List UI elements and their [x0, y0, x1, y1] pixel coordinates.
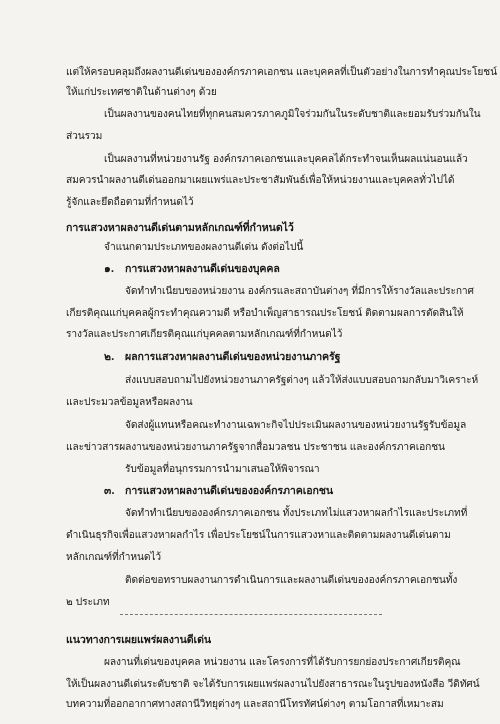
item-2-line-1: ส่งแบบสอบถามไปยังหน่วยงานภาครัฐต่างๆ แล้วให้ส่งแบบสอบถามกลับมาวิเคราะห์ — [125, 375, 479, 386]
item-2-title: ผลการแสวงหาผลงานดีเด่นของหน่วยงานภาครัฐ — [125, 351, 341, 363]
publicize-line-1: ผลงานที่เด่นของบุคคล หน่วยงาน และโครงการที่ได้รับการยกย่องประกาศเกียรติคุณ — [104, 657, 461, 668]
item-3-line-5: ๒ ประเภท — [66, 597, 110, 608]
publicize-line-3: บทความที่ออกอากาศทางสถานีวิทยุต่างๆ และสถานีโทรทัศน์ต่างๆ ตามโอกาสที่เหมาะสม — [66, 699, 444, 710]
item-3-title: การแสวงหาผลงานดีเด่นขององค์กรภาคเอกชน — [125, 485, 334, 497]
intro-line-5: เป็นผลงานที่หน่วยงานรัฐ องค์กรภาคเอกชนและบุคคลได้กระทำจนเห็นผลแน่นอนแล้ว — [104, 154, 468, 165]
item-1-line-2: เกียรติคุณแก่บุคคลผู้กระทำคุณความดี หรือบำเพ็ญสาธารณประโยชน์ ติดตามผลการตัดสินให้ — [66, 308, 464, 319]
item-1-number: ๑. — [104, 263, 115, 275]
item-3-line-2: ดำเนินธุรกิจเพื่อแสวงหาผลกำไร เพื่อประโยชน์ในการแสวงหาและติดตามผลงานดีเด่นตาม — [66, 530, 451, 541]
item-3-line-3: หลักเกณฑ์ที่กำหนดไว้ — [66, 552, 162, 563]
section-intro: จำแนกตามประเภทของผลงานดีเด่น ดังต่อไปนี้ — [104, 242, 304, 253]
section-heading-search: การแสวงหาผลงานดีเด่นตามหลักเกณฑ์ที่กำหนดไว้ — [66, 222, 294, 234]
item-2-number: ๒. — [104, 351, 115, 363]
intro-line-4: ส่วนรวม — [66, 131, 103, 142]
section-divider — [120, 614, 382, 615]
item-2-line-3: จัดส่งผู้แทนหรือคณะทำงานเฉพาะกิจไปประเมินผลงานของหน่วยงานรัฐรับข้อมูล — [125, 420, 467, 431]
item-3-line-1: จัดทำทำเนียบขององค์กรภาคเอกชน ทั้งประเภทไม่แสวงหาผลกำไรและประเภทที่ — [125, 508, 468, 519]
item-1-title: การแสวงหาผลงานดีเด่นของบุคคล — [125, 263, 280, 275]
intro-line-7: รู้จักและยึดถือตามที่กำหนดไว้ — [66, 197, 194, 208]
intro-line-3: เป็นผลงานของคนไทยที่ทุกคนสมควรภาคภูมิใจร่วมกันในระดับชาติและยอมรับร่วมกันใน — [104, 109, 481, 120]
item-1-line-1: จัดทำทำเนียบของหน่วยงาน องค์กรและสถาบันต่างๆ ที่มีการให้รางวัลและประกาศ — [125, 286, 474, 297]
publicize-line-2: ให้เป็นผลงานดีเด่นระดับชาติ จะได้รับการเผยแพร่ผลงานไปยังสาธารณะในรูปของหนังสือ วีดิทัศน์ — [66, 679, 480, 690]
item-2-line-2: และประมวลข้อมูลหรือผลงาน — [66, 397, 193, 408]
item-2-line-5: รับข้อมูลที่อนุกรรมการนำมาเสนอให้พิจารณา — [125, 464, 320, 475]
item-3-number: ๓. — [104, 485, 115, 497]
intro-line-6: สมควรนำผลงานดีเด่นออกมาเผยแพร่และประชาสัมพันธ์เพื่อให้หน่วยงานและบุคคลทั่วไปได้ — [66, 175, 455, 186]
item-1-line-3: รางวัลและประกาศเกียรติคุณแก่บุคคลตามหลักเกณฑ์ที่กำหนดไว้ — [66, 329, 343, 340]
item-3-line-4: ติดต่อขอทราบผลงานการดำเนินการและผลงานดีเด่นขององค์กรภาคเอกชนทั้ง — [125, 575, 458, 586]
intro-line-1: แต่ให้ครอบคลุมถึงผลงานดีเด่นขององค์กรภาคเอกชน และบุคคลที่เป็นตัวอย่างในการทำคุณประโยชน์ — [66, 67, 497, 78]
item-2-line-4: และข่าวสารผลงานของหน่วยงานภาครัฐจากสื่อมวลชน ประชาชน และองค์กรภาคเอกชน — [66, 442, 445, 453]
section-heading-publicize: แนวทางการเผยแพร่ผลงานดีเด่น — [66, 634, 211, 646]
intro-line-2: ให้แก่ประเทศชาติในด้านต่างๆ ด้วย — [66, 87, 217, 98]
